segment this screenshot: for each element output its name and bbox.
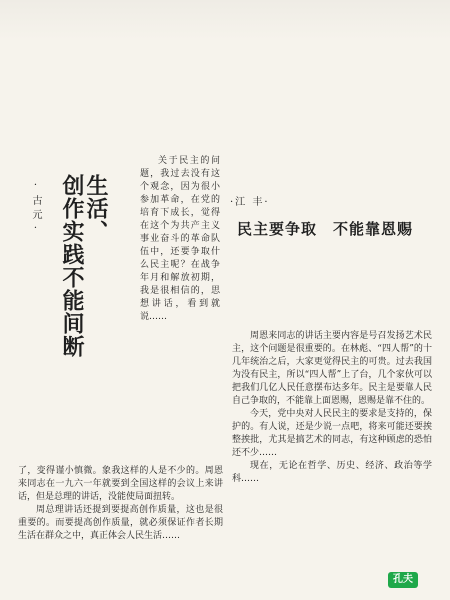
left-column-2-text: 了，变得谨小慎微。象我这样的人是不少的。周恩来同志在一九六一年就要到全国这样的会议上来讲话，但是总理的讲话，没能使局面扭转。 (18, 466, 223, 502)
right-article-author: ·江 丰· (230, 197, 270, 208)
left-article-column-1 (140, 155, 220, 324)
left-title-line-1: 生活、 (83, 174, 109, 243)
left-column-3-text: 周总理讲话还提到要提高创作质量，这也是很重要的。而要提高创作质量，就必须保证作者长期生活在群众之中，真正体会人民生活…… (18, 505, 223, 541)
left-title-line-2: 创作实践不能间断 (59, 174, 85, 358)
right-article-title: 民主要争取 不能靠恩赐 (237, 220, 414, 238)
right-body-para-3: 现在，无论在哲学、历史、经济、政治等学科…… (232, 461, 432, 484)
page-shading (0, 0, 450, 40)
left-article-author: ·古元· (30, 180, 41, 238)
left-article-column-2 (18, 465, 223, 543)
left-column-1-text: 关于民主的问题，我过去没有这个观念，因为很小参加革命，在党的培育下成长，觉得在这个为共产主义事业奋斗的革命队伍中，还要争取什么民主呢？在战争年月和解放初期，我是很相信的，思想讲话，看到就说…… (140, 156, 220, 322)
right-body-para-1: 周恩来同志的讲话主要内容是号召发扬艺术民主，这个问题是很重要的。在林彪、“四人帮”的十几年统治之后，大家更觉得民主的可贵。过去我国为没有民主，所以“四人帮”上了台，几个家伙可以把我们几亿人民任意摆布达多年。民主是要靠人民自己争取的，不能靠上面恩赐，恩赐是靠不住的。 (232, 331, 432, 406)
right-body-para-2: 今天，党中央对人民民主的要求是支持的，保护的。有人说，还是少说一点吧，将来可能还要挨整挨批，尤其是搞艺术的同志，有这种顾虑的恐怕还不少…… (232, 409, 432, 458)
watermark-badge: 孔夫 (388, 572, 418, 588)
left-article-title (60, 174, 108, 358)
right-article-body (232, 330, 432, 486)
